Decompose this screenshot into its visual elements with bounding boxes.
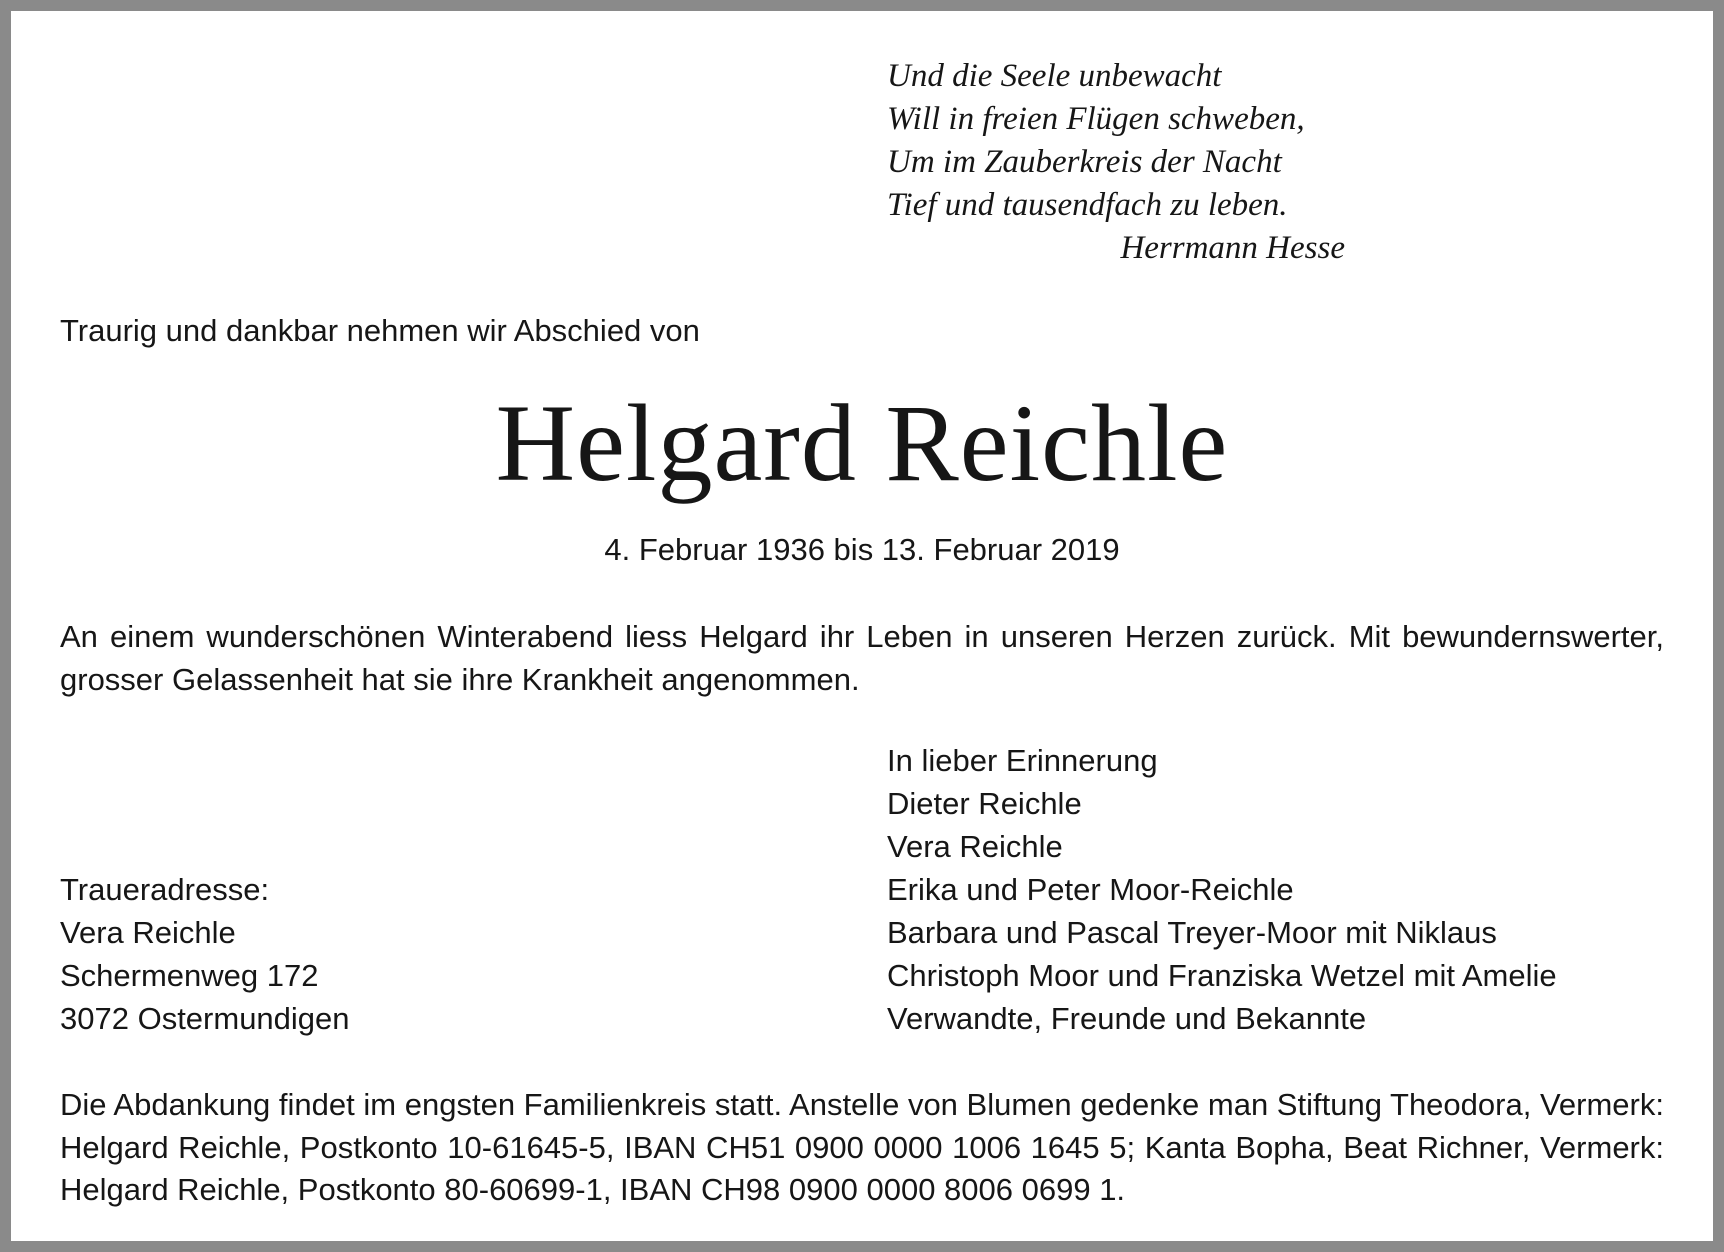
family-list-item: Verwandte, Freunde und Bekannte bbox=[887, 1001, 1367, 1036]
family-list-item: Erika und Peter Moor-Reichle bbox=[887, 872, 1294, 907]
poem-line: Und die Seele unbewacht bbox=[887, 58, 1222, 94]
family-list-item: Barbara und Pascal Treyer-Moor mit Niklaus bbox=[887, 915, 1497, 950]
death-notice bbox=[11, 11, 1713, 1241]
family-list bbox=[887, 739, 1557, 1040]
poem bbox=[887, 55, 1347, 270]
poem-line: Will in freien Flügen schweben, bbox=[887, 101, 1305, 137]
funeral-donation-paragraph: Die Abdankung findet im engsten Familienkreis statt. Anstelle von Blumen gedenke man Stiftung Theodora, Vermerk: Helgard Reichle, Postkonto 10-61645-5, IBAN CH51 0900 0000 1006 1645 5; Kanta Bopha, Beat Richner, Vermerk: Helgard Reichle, Postkonto 80-60699-1, IBAN CH98 0900 0000 8006 0699 1. bbox=[60, 1087, 1664, 1207]
farewell-paragraph: An einem wunderschönen Winterabend liess Helgard ihr Leben in unseren Herzen zurück. Mit bewundernswerter, grosser Gelassenheit hat sie ihre Krankheit angenommen. bbox=[60, 619, 1664, 697]
family-list-item: Christoph Moor und Franziska Wetzel mit Amelie bbox=[887, 958, 1557, 993]
family-list-item: Dieter Reichle bbox=[887, 786, 1082, 821]
family-list-item: In lieber Erinnerung bbox=[887, 743, 1158, 778]
address-street: Schermenweg 172 bbox=[60, 958, 319, 993]
address-label: Traueradresse: bbox=[60, 872, 270, 907]
life-dates: 4. Februar 1936 bis 13. Februar 2019 bbox=[604, 532, 1120, 567]
intro-text: Traurig und dankbar nehmen wir Abschied von bbox=[60, 313, 700, 348]
poem-line: Um im Zauberkreis der Nacht bbox=[887, 144, 1282, 180]
deceased-name: Helgard Reichle bbox=[495, 382, 1229, 504]
poem-author: Herrmann Hesse bbox=[1120, 230, 1345, 266]
address-city: 3072 Ostermundigen bbox=[60, 1001, 350, 1036]
address-name: Vera Reichle bbox=[60, 915, 236, 950]
family-list-item: Vera Reichle bbox=[887, 829, 1063, 864]
poem-line: Tief und tausendfach zu leben. bbox=[887, 187, 1288, 223]
mourning-address bbox=[60, 868, 350, 1040]
